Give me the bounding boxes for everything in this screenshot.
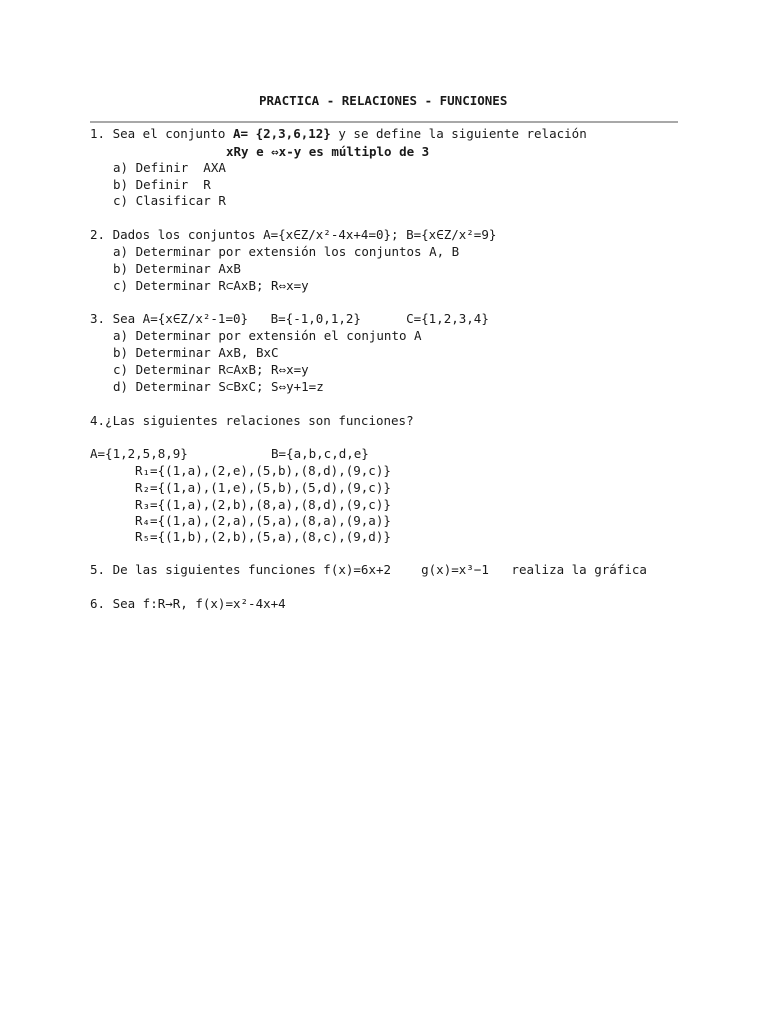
question-1-text-pre: 1. Sea el conjunto	[90, 126, 233, 141]
question-3-item-b: b) Determinar AxB, BxC	[113, 345, 279, 360]
question-1-relation: xRy e ⇔x-y es múltiplo de 3	[226, 144, 430, 159]
question-2-item-a: a) Determinar por extensión los conjuntos A, B	[113, 244, 460, 259]
question-1-item-b: b) Definir R	[113, 177, 211, 192]
relation-r4: R₄={(1,a),(2,a),(5,a),(8,a),(9,a)}	[135, 513, 391, 528]
question-2-item-b: b) Determinar AxB	[113, 261, 241, 276]
question-3-item-d: d) Determinar S⊂BxC; S⇔y+1=z	[113, 379, 324, 394]
question-1-item-a: a) Definir AXA	[113, 160, 226, 175]
title-divider	[90, 121, 678, 123]
question-4: 4.¿Las siguientes relaciones son funciones?	[90, 413, 414, 428]
question-6: 6. Sea f:R→R, f(x)=x²-4x+4	[90, 596, 286, 611]
question-2: 2. Dados los conjuntos A={x∈Z/x²-4x+4=0}; B={x∈Z/x²=9}	[90, 227, 497, 242]
relation-r5: R₅={(1,b),(2,b),(5,a),(8,c),(9,d)}	[135, 529, 391, 544]
question-1	[90, 126, 587, 142]
page-title: PRACTICA - RELACIONES - FUNCIONES	[259, 93, 508, 108]
question-4-set-b: B={a,b,c,d,e}	[271, 446, 369, 461]
question-4-set-a: A={1,2,5,8,9}	[90, 446, 188, 461]
question-1-item-c: c) Clasificar R	[113, 193, 226, 208]
question-3-item-a: a) Determinar por extensión el conjunto A	[113, 328, 422, 343]
question-3-item-c: c) Determinar R⊂AxB; R⇔x=y	[113, 362, 309, 377]
question-2-item-c: c) Determinar R⊂AxB; R⇔x=y	[113, 278, 309, 293]
question-1-set: A= {2,3,6,12}	[233, 126, 331, 141]
relation-r1: R₁={(1,a),(2,e),(5,b),(8,d),(9,c)}	[135, 463, 391, 478]
question-5: 5. De las siguientes funciones f(x)=6x+2 g(x)=x³−1 realiza la gráfica	[90, 562, 647, 577]
question-1-text-post: y se define la siguiente relación	[330, 126, 587, 141]
question-3: 3. Sea A={x∈Z/x²-1=0} B={-1,0,1,2} C={1,2,3,4}	[90, 311, 489, 326]
relation-r3: R₃={(1,a),(2,b),(8,a),(8,d),(9,c)}	[135, 497, 391, 512]
relation-r2: R₂={(1,a),(1,e),(5,b),(5,d),(9,c)}	[135, 480, 391, 495]
